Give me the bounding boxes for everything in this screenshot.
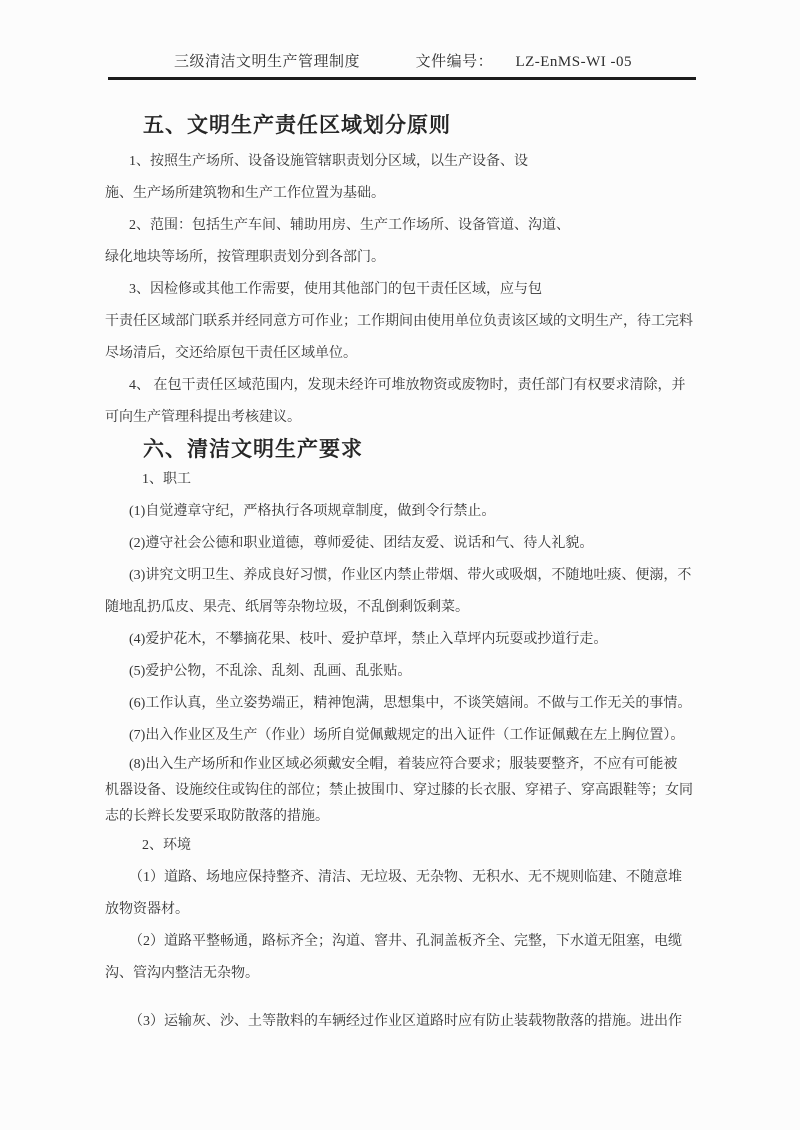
text-line: 沟、管沟内整洁无杂物。 xyxy=(105,966,259,981)
paragraph xyxy=(105,146,705,210)
text-line: 1、职工 xyxy=(142,472,191,487)
text-line: （1）道路、场地应保持整齐、清洁、无垃圾、无杂物、无积水、无不规则临建、不随意堆 xyxy=(129,870,682,885)
paragraph xyxy=(105,862,705,926)
text-line: 随地乱扔瓜皮、果壳、纸屑等杂物垃圾，不乱倒剩饭剩菜。 xyxy=(105,600,469,615)
paragraph xyxy=(105,624,705,656)
file-number-label: 文件编号： xyxy=(415,54,494,70)
sub-heading xyxy=(105,830,705,862)
file-number-value: LZ-EnMS-WI -05 xyxy=(515,54,632,70)
text-line: 干责任区域部门联系并经同意方可作业；工作期间由使用单位负责该区域的文明生产，待工完料 xyxy=(105,314,693,329)
paragraph xyxy=(105,528,705,560)
header-document-title: 三级清洁文明生产管理制度 xyxy=(174,54,361,70)
text-line: 施、生产场所建筑物和生产工作位置为基础。 xyxy=(105,186,385,201)
paragraph xyxy=(105,720,705,752)
text-line: (5)爱护公物，不乱涂、乱刻、乱画、乱张贴。 xyxy=(129,664,412,679)
document-body xyxy=(105,96,705,1038)
paragraph xyxy=(105,1006,705,1038)
text-line: 志的长辫长发要采取防散落的措施。 xyxy=(105,809,329,824)
paragraph xyxy=(105,752,705,830)
text-line: 3、因检修或其他工作需要，使用其他部门的包干责任区域，应与包 xyxy=(129,282,542,297)
section-heading xyxy=(105,110,705,140)
text-line: 放物资器材。 xyxy=(105,902,189,917)
paragraph xyxy=(105,656,705,688)
text-line: 4、 在包干责任区域范围内，发现未经许可堆放物资或废物时，责任部门有权要求清除，并 xyxy=(129,378,686,393)
text-line: 1、按照生产场所、设备设施管辖职责划分区域，以生产设备、设 xyxy=(129,154,528,169)
paragraph xyxy=(105,560,705,624)
text-line: 2、环境 xyxy=(142,838,191,853)
paragraph xyxy=(105,274,705,370)
text-line: 尽场清后，交还给原包干责任区域单位。 xyxy=(105,346,357,361)
text-line: (2)遵守社会公德和职业道德，尊师爱徒、团结友爱、说话和气、待人礼貌。 xyxy=(129,536,594,551)
text-line: 可向生产管理科提出考核建议。 xyxy=(105,410,301,425)
text-line: （3）运输灰、沙、土等散料的车辆经过作业区道路时应有防止装载物散落的措施。进出作 xyxy=(129,1014,682,1029)
text-line: (6)工作认真，坐立姿势端正，精神饱满，思想集中，不谈笑嬉闹。不做与工作无关的事情。 xyxy=(129,696,692,711)
paragraph xyxy=(105,496,705,528)
text-line: （2）道路平整畅通，路标齐全；沟道、窨井、孔洞盖板齐全、完整，下水道无阻塞，电缆 xyxy=(129,934,682,949)
paragraph xyxy=(105,688,705,720)
header-file-number xyxy=(416,50,632,71)
paragraph xyxy=(105,370,705,434)
paragraph xyxy=(105,926,705,990)
text-line: (3)讲究文明卫生、养成良好习惯，作业区内禁止带烟、带火或吸烟，不随地吐痰、便溺，不 xyxy=(129,568,692,583)
text-line: 绿化地块等场所，按管理职责划分到各部门。 xyxy=(105,250,385,265)
text-line: (8)出入生产场所和作业区域必须戴安全帽，着装应符合要求；服装要整齐，不应有可能被 xyxy=(129,757,678,772)
text-line: 五、文明生产责任区域划分原则 xyxy=(143,113,451,137)
page-header xyxy=(108,50,696,80)
text-line: 2、范围：包括生产车间、辅助用房、生产工作场所、设备管道、沟道、 xyxy=(129,218,570,233)
paragraph xyxy=(105,210,705,274)
text-line: 六、清洁文明生产要求 xyxy=(143,437,363,461)
text-line: (1)自觉遵章守纪，严格执行各项规章制度，做到令行禁止。 xyxy=(129,504,496,519)
text-line: 机器设备、设施绞住或钩住的部位；禁止披围巾、穿过膝的长衣服、穿裙子、穿高跟鞋等；女同 xyxy=(105,783,693,798)
text-line: (7)出入作业区及生产（作业）场所自觉佩戴规定的出入证件（工作证佩戴在左上胸位置）。 xyxy=(129,728,685,743)
text-line: (4)爱护花木，不攀摘花果、枝叶、爱护草坪，禁止入草坪内玩耍或抄道行走。 xyxy=(129,632,608,647)
sub-heading xyxy=(105,464,705,496)
section-heading xyxy=(105,434,705,464)
